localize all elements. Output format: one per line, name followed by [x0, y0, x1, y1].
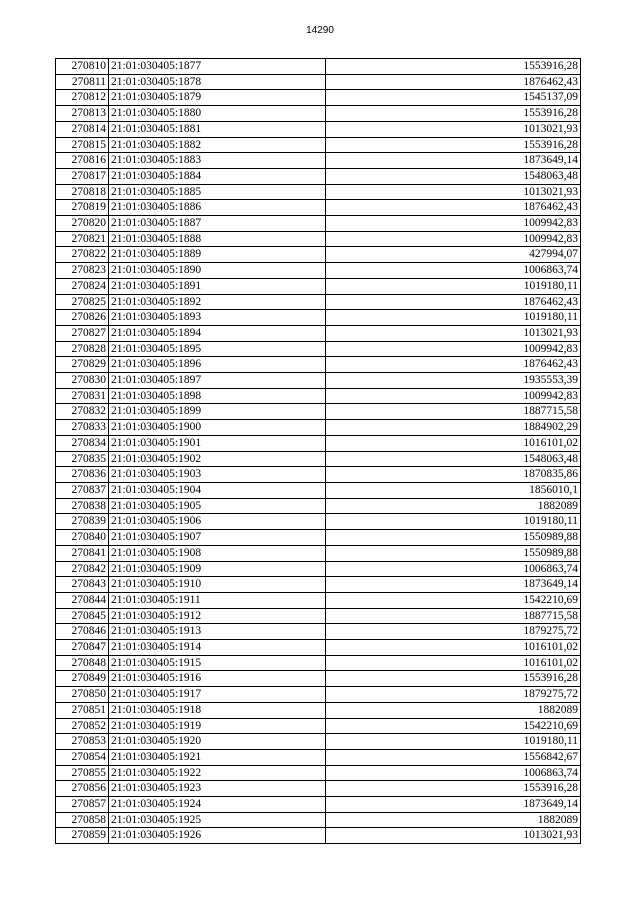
table-row [56, 137, 581, 153]
cadastral-number-cell: 21:01:030405:1918 [109, 702, 326, 718]
cadastral-number-cell: 21:01:030405:1917 [109, 687, 326, 703]
table-row [56, 828, 581, 844]
cadastral-number-cell: 21:01:030405:1889 [109, 247, 326, 263]
cadastral-value-cell: 1009942,83 [326, 341, 581, 357]
table-row [56, 655, 581, 671]
row-number-cell: 270851 [56, 702, 109, 718]
table-row [56, 797, 581, 813]
cadastral-value-cell: 1542210,69 [326, 592, 581, 608]
cadastral-value-cell: 1548063,48 [326, 451, 581, 467]
cadastral-number-cell: 21:01:030405:1894 [109, 325, 326, 341]
cadastral-number-cell: 21:01:030405:1891 [109, 278, 326, 294]
row-number-cell: 270827 [56, 325, 109, 341]
cadastral-number-cell: 21:01:030405:1892 [109, 294, 326, 310]
table-row [56, 545, 581, 561]
table-row [56, 451, 581, 467]
table-row [56, 498, 581, 514]
row-number-cell: 270856 [56, 781, 109, 797]
cadastral-number-cell: 21:01:030405:1886 [109, 200, 326, 216]
table-row [56, 749, 581, 765]
table-row [56, 577, 581, 593]
table-row [56, 153, 581, 169]
cadastral-number-cell: 21:01:030405:1913 [109, 624, 326, 640]
row-number-cell: 270814 [56, 121, 109, 137]
table-row [56, 420, 581, 436]
row-number-cell: 270849 [56, 671, 109, 687]
row-number-cell: 270845 [56, 608, 109, 624]
row-number-cell: 270832 [56, 404, 109, 420]
cadastral-number-cell: 21:01:030405:1921 [109, 749, 326, 765]
cadastral-value-cell: 1009942,83 [326, 216, 581, 232]
cadastral-number-cell: 21:01:030405:1881 [109, 121, 326, 137]
cadastral-value-cell: 1019180,11 [326, 310, 581, 326]
cadastral-number-cell: 21:01:030405:1877 [109, 59, 326, 75]
row-number-cell: 270858 [56, 812, 109, 828]
cadastral-number-cell: 21:01:030405:1902 [109, 451, 326, 467]
table-row [56, 608, 581, 624]
cadastral-value-cell: 1542210,69 [326, 718, 581, 734]
cadastral-number-cell: 21:01:030405:1925 [109, 812, 326, 828]
page-number: 14290 [306, 25, 334, 36]
cadastral-value-cell: 1879275,72 [326, 624, 581, 640]
row-number-cell: 270834 [56, 435, 109, 451]
cadastral-value-cell: 1876462,43 [326, 294, 581, 310]
cadastral-value-cell: 1548063,48 [326, 168, 581, 184]
cadastral-value-cell: 1016101,02 [326, 655, 581, 671]
table-row [56, 718, 581, 734]
cadastral-number-cell: 21:01:030405:1920 [109, 734, 326, 750]
table-row [56, 640, 581, 656]
cadastral-number-cell: 21:01:030405:1923 [109, 781, 326, 797]
cadastral-value-cell: 1882089 [326, 812, 581, 828]
cadastral-number-cell: 21:01:030405:1882 [109, 137, 326, 153]
cadastral-number-cell: 21:01:030405:1905 [109, 498, 326, 514]
row-number-cell: 270842 [56, 561, 109, 577]
cadastral-value-cell: 1553916,28 [326, 781, 581, 797]
row-number-cell: 270821 [56, 231, 109, 247]
row-number-cell: 270823 [56, 263, 109, 279]
row-number-cell: 270835 [56, 451, 109, 467]
cadastral-number-cell: 21:01:030405:1910 [109, 577, 326, 593]
table-row [56, 388, 581, 404]
row-number-cell: 270833 [56, 420, 109, 436]
cadastral-number-cell: 21:01:030405:1887 [109, 216, 326, 232]
cadastral-number-cell: 21:01:030405:1911 [109, 592, 326, 608]
row-number-cell: 270853 [56, 734, 109, 750]
cadastral-value-cell: 1879275,72 [326, 687, 581, 703]
row-number-cell: 270838 [56, 498, 109, 514]
cadastral-number-cell: 21:01:030405:1900 [109, 420, 326, 436]
table-row [56, 435, 581, 451]
cadastral-value-cell: 1873649,14 [326, 577, 581, 593]
cadastral-value-cell: 1887715,58 [326, 404, 581, 420]
cadastral-value-cell: 1882089 [326, 498, 581, 514]
row-number-cell: 270810 [56, 59, 109, 75]
row-number-cell: 270830 [56, 373, 109, 389]
cadastral-number-cell: 21:01:030405:1896 [109, 357, 326, 373]
row-number-cell: 270839 [56, 514, 109, 530]
cadastral-value-cell: 1553916,28 [326, 106, 581, 122]
table-row [56, 467, 581, 483]
cadastral-number-cell: 21:01:030405:1914 [109, 640, 326, 656]
table-row [56, 121, 581, 137]
cadastral-number-cell: 21:01:030405:1884 [109, 168, 326, 184]
table-row [56, 106, 581, 122]
cadastral-number-cell: 21:01:030405:1915 [109, 655, 326, 671]
table-row [56, 278, 581, 294]
cadastral-value-cell: 1887715,58 [326, 608, 581, 624]
cadastral-number-cell: 21:01:030405:1898 [109, 388, 326, 404]
table-row [56, 310, 581, 326]
cadastral-number-cell: 21:01:030405:1899 [109, 404, 326, 420]
cadastral-value-cell: 1009942,83 [326, 231, 581, 247]
cadastral-number-cell: 21:01:030405:1903 [109, 467, 326, 483]
table-row [56, 530, 581, 546]
cadastral-number-cell: 21:01:030405:1912 [109, 608, 326, 624]
cadastral-value-cell: 1873649,14 [326, 153, 581, 169]
table-row [56, 812, 581, 828]
cadastral-value-cell: 1873649,14 [326, 797, 581, 813]
cadastral-value-cell: 427994,07 [326, 247, 581, 263]
table-row [56, 482, 581, 498]
row-number-cell: 270820 [56, 216, 109, 232]
cadastral-number-cell: 21:01:030405:1893 [109, 310, 326, 326]
row-number-cell: 270815 [56, 137, 109, 153]
cadastral-number-cell: 21:01:030405:1880 [109, 106, 326, 122]
table-row [56, 404, 581, 420]
table-row [56, 341, 581, 357]
table-row [56, 325, 581, 341]
cadastral-number-cell: 21:01:030405:1922 [109, 765, 326, 781]
table-row [56, 200, 581, 216]
cadastral-number-cell: 21:01:030405:1895 [109, 341, 326, 357]
table-row [56, 734, 581, 750]
cadastral-value-cell: 1882089 [326, 702, 581, 718]
row-number-cell: 270822 [56, 247, 109, 263]
table-body [56, 59, 581, 844]
cadastral-value-cell: 1553916,28 [326, 137, 581, 153]
row-number-cell: 270840 [56, 530, 109, 546]
cadastral-number-cell: 21:01:030405:1897 [109, 373, 326, 389]
cadastral-value-cell: 1550989,88 [326, 545, 581, 561]
cadastral-value-cell: 1550989,88 [326, 530, 581, 546]
cadastral-number-cell: 21:01:030405:1888 [109, 231, 326, 247]
row-number-cell: 270848 [56, 655, 109, 671]
table-row [56, 168, 581, 184]
table-row [56, 59, 581, 75]
cadastral-number-cell: 21:01:030405:1901 [109, 435, 326, 451]
table-row [56, 671, 581, 687]
row-number-cell: 270829 [56, 357, 109, 373]
row-number-cell: 270828 [56, 341, 109, 357]
cadastral-number-cell: 21:01:030405:1908 [109, 545, 326, 561]
table-row [56, 184, 581, 200]
cadastral-value-cell: 1884902,29 [326, 420, 581, 436]
cadastral-value-cell: 1013021,93 [326, 121, 581, 137]
cadastral-value-cell: 1876462,43 [326, 357, 581, 373]
table-row [56, 247, 581, 263]
cadastral-value-cell: 1876462,43 [326, 200, 581, 216]
table-row [56, 561, 581, 577]
cadastral-number-cell: 21:01:030405:1906 [109, 514, 326, 530]
table-row [56, 514, 581, 530]
cadastral-value-cell: 1553916,28 [326, 59, 581, 75]
row-number-cell: 270837 [56, 482, 109, 498]
row-number-cell: 270831 [56, 388, 109, 404]
table-row [56, 373, 581, 389]
cadastral-value-cell: 1870835,86 [326, 467, 581, 483]
row-number-cell: 270819 [56, 200, 109, 216]
cadastral-number-cell: 21:01:030405:1904 [109, 482, 326, 498]
cadastral-value-cell: 1013021,93 [326, 184, 581, 200]
cadastral-number-cell: 21:01:030405:1916 [109, 671, 326, 687]
row-number-cell: 270843 [56, 577, 109, 593]
table-row [56, 781, 581, 797]
cadastral-value-cell: 1019180,11 [326, 278, 581, 294]
row-number-cell: 270811 [56, 74, 109, 90]
cadastral-number-cell: 21:01:030405:1909 [109, 561, 326, 577]
cadastral-value-cell: 1856010,1 [326, 482, 581, 498]
table-row [56, 702, 581, 718]
cadastral-value-cell: 1556842,67 [326, 749, 581, 765]
cadastral-value-cell: 1016101,02 [326, 435, 581, 451]
cadastral-value-cell: 1006863,74 [326, 561, 581, 577]
row-number-cell: 270855 [56, 765, 109, 781]
row-number-cell: 270816 [56, 153, 109, 169]
cadastral-number-cell: 21:01:030405:1879 [109, 90, 326, 106]
row-number-cell: 270826 [56, 310, 109, 326]
table-row [56, 294, 581, 310]
cadastral-value-cell: 1013021,93 [326, 828, 581, 844]
cadastral-number-cell: 21:01:030405:1926 [109, 828, 326, 844]
cadastral-number-cell: 21:01:030405:1924 [109, 797, 326, 813]
cadastral-number-cell: 21:01:030405:1907 [109, 530, 326, 546]
row-number-cell: 270854 [56, 749, 109, 765]
table-row [56, 231, 581, 247]
row-number-cell: 270847 [56, 640, 109, 656]
cadastral-value-cell: 1006863,74 [326, 765, 581, 781]
row-number-cell: 270841 [56, 545, 109, 561]
row-number-cell: 270825 [56, 294, 109, 310]
table-row [56, 263, 581, 279]
table-row [56, 592, 581, 608]
table-row [56, 90, 581, 106]
cadastral-value-cell: 1019180,11 [326, 514, 581, 530]
cadastral-value-cell: 1009942,83 [326, 388, 581, 404]
cadastral-number-cell: 21:01:030405:1890 [109, 263, 326, 279]
cadastral-value-cell: 1006863,74 [326, 263, 581, 279]
cadastral-value-cell: 1553916,28 [326, 671, 581, 687]
row-number-cell: 270852 [56, 718, 109, 734]
table-row [56, 216, 581, 232]
row-number-cell: 270817 [56, 168, 109, 184]
row-number-cell: 270812 [56, 90, 109, 106]
row-number-cell: 270859 [56, 828, 109, 844]
cadastral-number-cell: 21:01:030405:1919 [109, 718, 326, 734]
cadastral-number-cell: 21:01:030405:1885 [109, 184, 326, 200]
row-number-cell: 270857 [56, 797, 109, 813]
cadastral-value-cell: 1013021,93 [326, 325, 581, 341]
table-row [56, 357, 581, 373]
row-number-cell: 270850 [56, 687, 109, 703]
table-row [56, 624, 581, 640]
row-number-cell: 270844 [56, 592, 109, 608]
cadastral-value-table [55, 58, 581, 844]
cadastral-number-cell: 21:01:030405:1883 [109, 153, 326, 169]
table-row [56, 765, 581, 781]
cadastral-value-cell: 1016101,02 [326, 640, 581, 656]
table-row [56, 74, 581, 90]
row-number-cell: 270818 [56, 184, 109, 200]
row-number-cell: 270813 [56, 106, 109, 122]
row-number-cell: 270824 [56, 278, 109, 294]
cadastral-value-cell: 1545137,09 [326, 90, 581, 106]
row-number-cell: 270836 [56, 467, 109, 483]
cadastral-value-cell: 1935553,39 [326, 373, 581, 389]
cadastral-value-cell: 1019180,11 [326, 734, 581, 750]
cadastral-number-cell: 21:01:030405:1878 [109, 74, 326, 90]
cadastral-value-cell: 1876462,43 [326, 74, 581, 90]
table-row [56, 687, 581, 703]
row-number-cell: 270846 [56, 624, 109, 640]
